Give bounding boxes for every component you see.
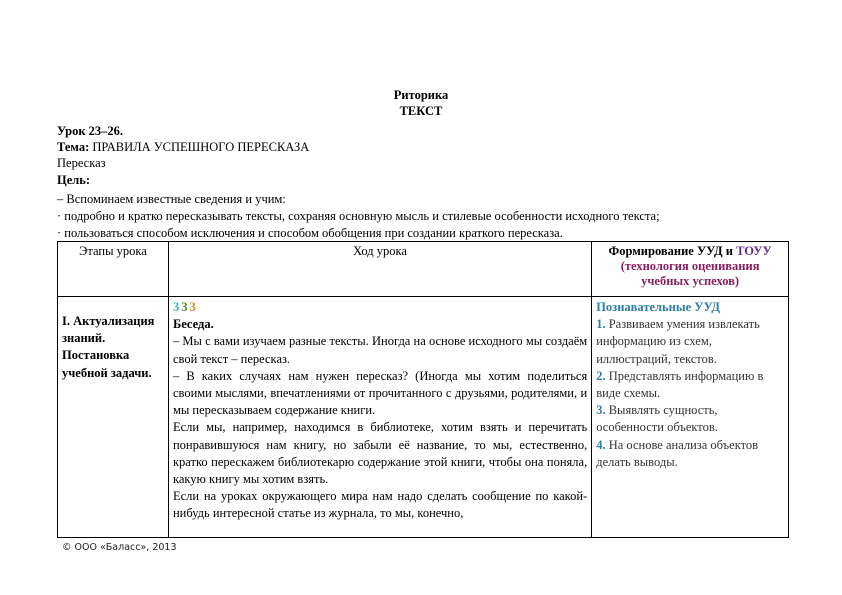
page-subtitle: ТЕКСТ bbox=[399, 104, 443, 118]
theme-value: ПРАВИЛА УСПЕШНОГО ПЕРЕСКАЗА bbox=[92, 140, 310, 154]
theme-label: Тема: bbox=[57, 140, 90, 154]
goal-line-1: – Вспоминаем известные сведения и учим: bbox=[57, 192, 286, 206]
course-line-4: Если мы, например, находимся в библиотеке, хотим взять и перечитать понравившуюся нам книгу, но забыли её название, то мы, естественно, кратко перескажем библиотекарю содержание этой книги, чтобы она поняла, какую книгу мы хотим взять. bbox=[172, 420, 588, 487]
course-cell bbox=[168, 297, 591, 538]
goal-line-3: · пользоваться способом исключения и способом обобщения при создании краткого пересказа. bbox=[57, 226, 563, 240]
header-uud bbox=[592, 242, 789, 297]
uud-item-2: 2. Представлять информацию в виде схемы. bbox=[596, 368, 764, 401]
uud-item-1: 1. Развиваем умения извлекать информацию из схем, иллюстраций, текстов. bbox=[596, 317, 760, 366]
lesson-number: Урок 23–26. bbox=[57, 124, 124, 138]
goal-line-2: · подробно и кратко пересказывать тексты, сохраняя основную мысль и стилевые особенности исходного текста; bbox=[57, 209, 660, 223]
footer-copyright: © ООО «Баласс», 2013 bbox=[62, 542, 177, 553]
header-stages: Этапы урока bbox=[58, 242, 169, 297]
mark-3: 3 bbox=[189, 300, 196, 314]
header-uud-suffix: (технология оценивания учебных успехов) bbox=[620, 259, 760, 288]
header-course: Ход урока bbox=[168, 242, 591, 297]
table-row bbox=[58, 297, 789, 538]
header-uud-prefix: Формирование УУД и bbox=[608, 244, 737, 258]
lesson-table bbox=[57, 241, 789, 538]
stage-cell bbox=[58, 297, 169, 538]
uud-heading: Познавательные УУД bbox=[596, 300, 720, 314]
theme-line bbox=[57, 140, 309, 155]
uud-item-4: 4. На основе анализа объектов делать выводы. bbox=[596, 437, 759, 469]
uud-cell bbox=[592, 297, 789, 538]
mark-1: 3 bbox=[172, 300, 180, 314]
uud-item-3: 3. Выявлять сущность, особенности объектов. bbox=[596, 403, 718, 435]
header-uud-highlight: ТОУУ bbox=[736, 244, 772, 258]
course-line-5: Если на уроках окружающего мира нам надо сделать сообщение по какой-нибудь интересной статье из журнала, то мы, конечно, bbox=[172, 489, 588, 521]
mark-2: 3 bbox=[181, 300, 188, 314]
stage-text: I. Актуализация знаний. Постановка учебной задачи. bbox=[62, 314, 155, 380]
course-line-1: Беседа. bbox=[172, 317, 214, 332]
course-line-2: – Мы с вами изучаем разные тексты. Иногда на основе исходного мы создаём свой текст – пересказ. bbox=[172, 334, 588, 366]
course-line-3: – В каких случаях нам нужен пересказ? (Иногда мы хотим поделиться своими мыслями, впечатлениями от прочитанного с друзьями, родителями, и мы пересказываем содержание книги. bbox=[172, 368, 588, 418]
theme-sub: Пересказ bbox=[57, 156, 106, 170]
page-title: Риторика bbox=[393, 88, 449, 102]
goal-label: Цель: bbox=[57, 173, 91, 187]
assessment-marks bbox=[173, 299, 587, 316]
table-header-row bbox=[58, 242, 789, 297]
